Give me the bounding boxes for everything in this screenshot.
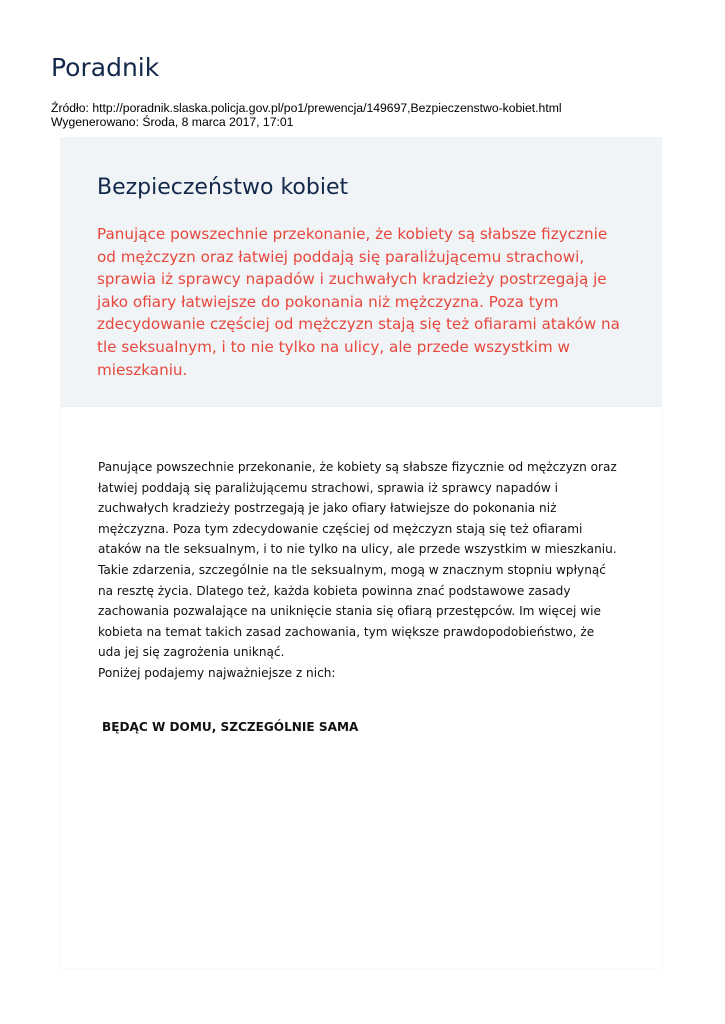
article-header-panel [60,137,662,407]
article-title: Bezpieczeństwo kobiet [97,175,349,200]
generated-date: Wygenerowano: Środa, 8 marca 2017, 17:01 [51,115,294,129]
article-body [98,457,618,684]
section-heading: BĘDĄC W DOMU, SZCZEGÓLNIE SAMA [102,720,359,734]
site-title: Poradnik [51,53,160,82]
article-lead: Panujące powszechnie przekonanie, że kobiety są słabsze fizycznie od mężczyzn oraz łatwiej poddają się paraliżującemu strachowi, sprawia iż sprawcy napadów i zuchwałych kradzieży postrzegają je jako ofiary łatwiejsze do pokonania niż mężczyzna. Poza tym zdecydowanie częściej od mężczyzn stają się też ofiarami ataków na tle seksualnym, i to nie tylko na ulicy, ale przede wszystkim w mieszkaniu. [97,225,620,379]
body-paragraph: Panujące powszechnie przekonanie, że kobiety są słabsze fizycznie od mężczyzn oraz łatwiej poddają się paraliżującemu strachowi, sprawia iż sprawcy napadów i zuchwałych kradzieży postrzegają je jako ofiary łatwiejsze do pokonania niż mężczyzna. Poza tym zdecydowanie częściej od mężczyzn stają się też ofiarami ataków na tle seksualnym, i to nie tylko na ulicy, ale przede wszystkim w mieszkaniu. [98,460,617,557]
document-meta [51,101,562,129]
body-paragraph: Poniżej podajemy najważniejsze z nich: [98,665,336,680]
body-paragraph: Takie zdarzenia, szczególnie na tle seksualnym, mogą w znacznym stopniu wpłynąć na resztę życia. Dlatego też, każda kobieta powinna znać podstawowe zasady zachowania pozwalające na uniknięcie stania się ofiarą przestępców. Im więcej wie kobieta na temat takich zasad zachowania, tym większe prawdopodobieństwo, że uda jej się zagrożenia uniknąć. [98,562,606,660]
source-url: Źródło: http://poradnik.slaska.policja.gov.pl/po1/prewencja/149697,Bezpieczenstwo-kobiet.html [51,101,562,115]
article-content [60,407,662,968]
